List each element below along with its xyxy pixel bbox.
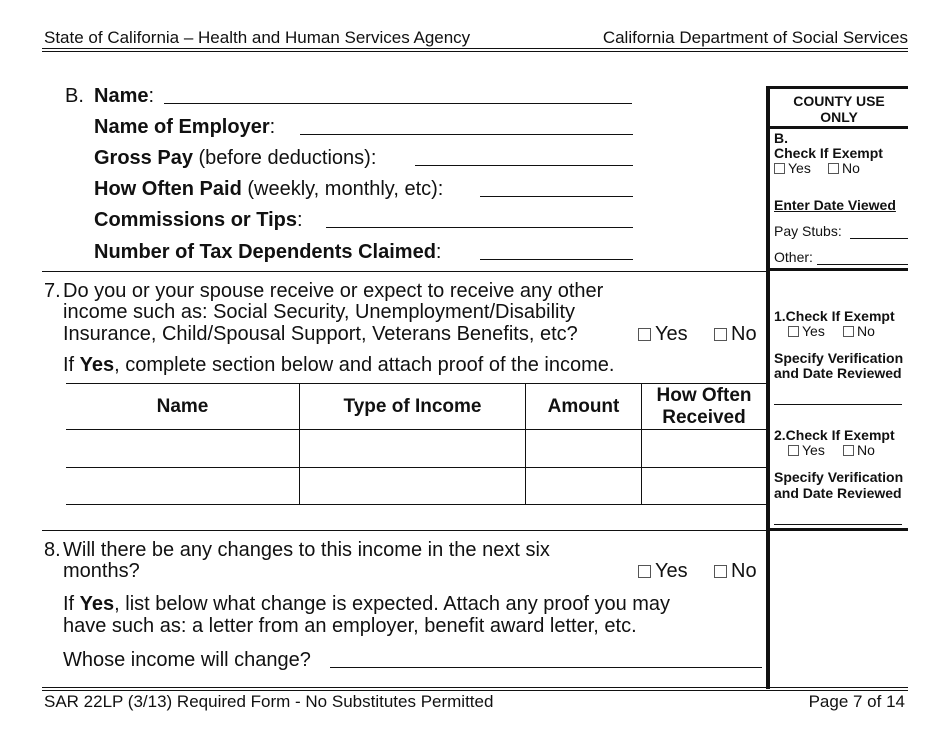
divider-q8 — [42, 530, 768, 531]
gross-pay-label: Gross Pay — [94, 147, 193, 169]
county-pay-stubs-field[interactable] — [850, 238, 908, 239]
name-field[interactable] — [164, 103, 632, 104]
county-b-yes-option[interactable] — [774, 160, 811, 176]
q7-text-line2: income such as: Social Security, Unemployment/Disability — [63, 301, 576, 323]
county-pay-stubs-label: Pay Stubs: — [774, 223, 842, 239]
q8-text-line2: months? — [63, 560, 140, 582]
dependents-label: Number of Tax Dependents Claimed — [94, 241, 436, 263]
employer-label-row — [94, 116, 275, 138]
gross-pay-hint: (before deductions): — [198, 147, 377, 169]
how-often-field[interactable] — [480, 196, 633, 197]
county-b-no-label: No — [842, 160, 860, 176]
q7-if-yes: Yes — [79, 354, 115, 376]
q8-no-option[interactable] — [714, 560, 757, 582]
q8-number: 8. — [44, 539, 61, 561]
county-enter-date-label: Enter Date Viewed — [774, 197, 896, 213]
dependents-field[interactable] — [480, 259, 633, 260]
table-header-amount: Amount — [547, 395, 620, 417]
county-c2-no-checkbox[interactable] — [843, 445, 854, 456]
county-c1-no-option[interactable] — [843, 323, 875, 339]
q8-no-checkbox[interactable] — [714, 565, 727, 578]
table-header-type: Type of Income — [343, 395, 482, 417]
q8-no-label: No — [731, 560, 757, 582]
table-cell-r1-type[interactable] — [300, 430, 525, 467]
table-cell-r2-amount[interactable] — [526, 468, 641, 504]
county-c1-no-label: No — [857, 323, 875, 339]
header-rule-bottom — [42, 51, 908, 52]
county-c1-yes-checkbox[interactable] — [788, 326, 799, 337]
county-b-check-label: Check If Exempt — [774, 145, 883, 161]
how-often-hint: (weekly, monthly, etc): — [247, 178, 444, 200]
gross-pay-field[interactable] — [415, 165, 633, 166]
county-c1-verification-field[interactable] — [774, 404, 902, 405]
table-cell-r1-name[interactable] — [66, 430, 299, 467]
footer-rule-top — [42, 687, 908, 688]
table-cell-r2-frequency[interactable] — [642, 468, 766, 504]
county-c2-yes-label: Yes — [802, 442, 825, 458]
how-often-label: How Often Paid — [94, 178, 242, 200]
q7-if-rest: , complete section below and attach proof of the income. — [114, 354, 615, 376]
county-b-rule — [770, 268, 908, 271]
footer-rule-bottom — [42, 690, 908, 691]
commissions-colon: : — [297, 209, 303, 231]
footer-form-id: SAR 22LP (3/13) Required Form - No Substitutes Permitted — [44, 692, 494, 711]
q7-yes-label: Yes — [655, 323, 688, 345]
q8-text-line1: Will there be any changes to this income in the next six — [63, 539, 550, 561]
dependents-label-row — [94, 241, 441, 263]
table-cell-r2-type[interactable] — [300, 468, 525, 504]
q8-instruction-line2: have such as: a letter from an employer, benefit award letter, etc. — [63, 615, 637, 637]
dependents-colon: : — [435, 241, 442, 263]
county-other-label: Other: — [774, 249, 813, 265]
q7-text-line1: Do you or your spouse receive or expect to receive any other — [63, 280, 604, 302]
table-header-name: Name — [156, 395, 209, 417]
q8-yes-label: Yes — [655, 560, 688, 582]
gross-pay-label-row — [94, 147, 376, 169]
employer-field[interactable] — [300, 134, 633, 135]
county-panel-top-border — [766, 86, 908, 89]
name-label: Name — [94, 85, 149, 107]
how-often-label-row — [94, 178, 443, 200]
county-c2-check-label: 2.Check If Exempt — [774, 427, 895, 443]
table-cell-r1-frequency[interactable] — [642, 430, 766, 467]
county-c1-check-label: 1.Check If Exempt — [774, 308, 895, 324]
commissions-label-row — [94, 209, 303, 231]
q7-yes-checkbox[interactable] — [638, 328, 651, 341]
county-c1-yes-label: Yes — [802, 323, 825, 339]
q7-if-prefix: If — [63, 354, 80, 376]
q8-yes-checkbox[interactable] — [638, 565, 651, 578]
q7-text-line3: Insurance, Child/Spousal Support, Veterans Benefits, etc? — [63, 323, 578, 345]
county-title-line1: COUNTY USE — [793, 93, 885, 109]
county-b-yes-label: Yes — [788, 160, 811, 176]
county-c1-specify-line1: Specify Verification — [774, 350, 904, 366]
county-title-line2: ONLY — [820, 109, 858, 125]
county-c2-yes-option[interactable] — [788, 442, 825, 458]
name-colon: : — [148, 85, 155, 107]
header-agency: State of California – Health and Human Services Agency — [44, 28, 471, 47]
q8-instruction-line1 — [63, 593, 670, 615]
q7-no-checkbox[interactable] — [714, 328, 727, 341]
county-other-field[interactable] — [817, 264, 908, 265]
commissions-field[interactable] — [326, 227, 633, 228]
q8-if-prefix: If — [63, 593, 80, 615]
county-b-no-checkbox[interactable] — [828, 163, 839, 174]
q7-no-label: No — [731, 323, 757, 345]
q8-yes-option[interactable] — [638, 560, 688, 582]
whose-income-label: Whose income will change? — [63, 649, 311, 671]
table-cell-r2-name[interactable] — [66, 468, 299, 504]
footer-page-number: Page 7 of 14 — [808, 692, 905, 711]
q8-if-yes: Yes — [79, 593, 115, 615]
county-b-no-option[interactable] — [828, 160, 860, 176]
employer-colon: : — [269, 116, 276, 138]
county-c2-no-option[interactable] — [843, 442, 875, 458]
table-cell-r1-amount[interactable] — [526, 430, 641, 467]
county-title-rule — [770, 126, 908, 129]
county-b-marker: B. — [774, 130, 788, 146]
whose-income-field[interactable] — [330, 667, 762, 668]
county-c2-specify-line2: and Date Reviewed — [774, 485, 902, 501]
q7-no-option[interactable] — [714, 323, 757, 345]
employer-label: Name of Employer — [94, 116, 270, 138]
name-label-row — [94, 85, 154, 107]
county-c2-yes-checkbox[interactable] — [788, 445, 799, 456]
county-q7-rule — [770, 528, 908, 531]
table-header-frequency: How Often Received — [656, 384, 752, 428]
county-b-yes-checkbox[interactable] — [774, 163, 785, 174]
divider-q7 — [42, 271, 768, 272]
county-c1-specify-line2: and Date Reviewed — [774, 365, 902, 381]
county-c1-no-checkbox[interactable] — [843, 326, 854, 337]
header-rule-top — [42, 48, 908, 49]
county-c2-no-label: No — [857, 442, 875, 458]
header-department: California Department of Social Services — [602, 28, 908, 47]
county-c2-verification-field[interactable] — [774, 524, 902, 525]
q7-number: 7. — [44, 280, 61, 302]
commissions-label: Commissions or Tips — [94, 209, 298, 231]
q8-if-rest: , list below what change is expected. Attach any proof you may — [114, 593, 671, 615]
county-panel-left-border — [766, 86, 770, 689]
table-row2-rule — [66, 504, 766, 505]
q7-instruction — [63, 354, 614, 376]
county-c1-yes-option[interactable] — [788, 323, 825, 339]
section-b-marker: B. — [65, 85, 84, 107]
q7-yes-option[interactable] — [638, 323, 688, 345]
county-c2-specify-line1: Specify Verification — [774, 469, 904, 485]
